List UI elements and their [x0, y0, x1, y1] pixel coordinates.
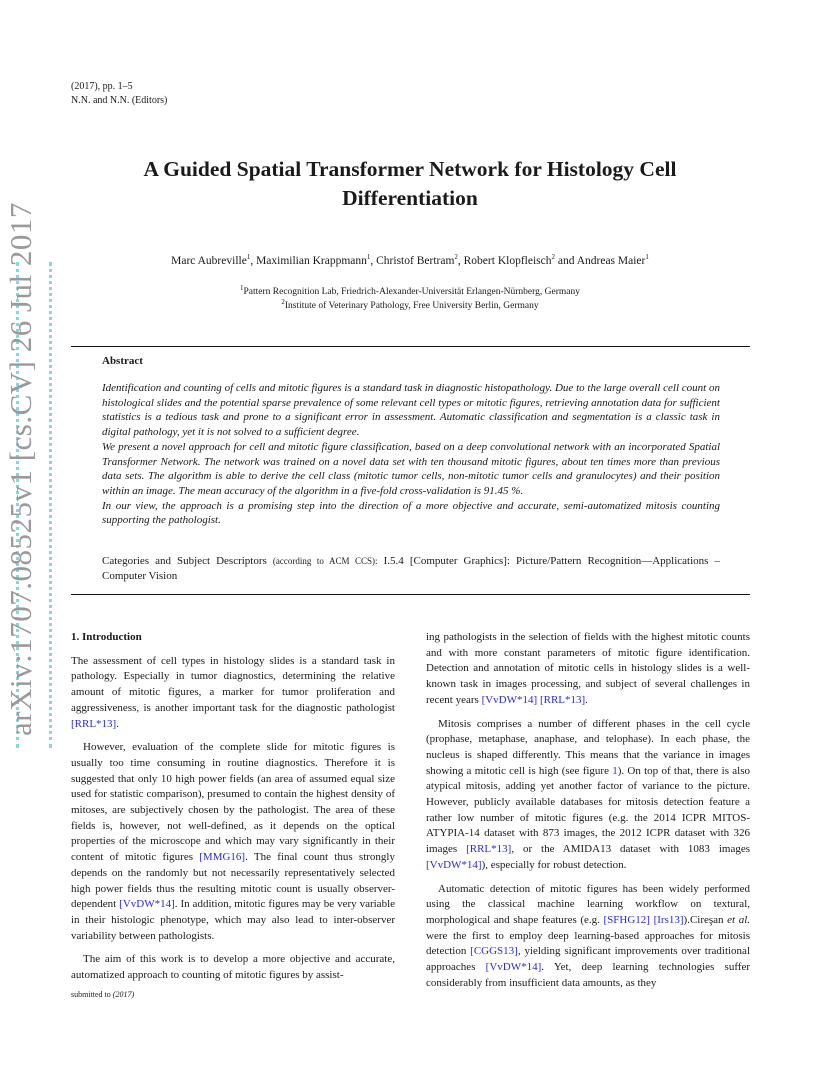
author-affil-mark: 2 [551, 253, 555, 262]
footer-submitted [71, 990, 134, 999]
categories-descriptors [102, 554, 720, 584]
title-line-2: Differentiation [342, 186, 478, 210]
header-line-editors: N.N. and N.N. (Editors) [71, 95, 168, 106]
citation-link[interactable]: [CGGS13] [470, 945, 518, 958]
categories-scheme: (according to ACM CCS): [272, 556, 378, 566]
author-affil-mark: 1 [366, 253, 371, 262]
abstract-body [102, 381, 720, 528]
author-list: Marc Aubreville$^1$, Maximilian Krappmann$^1$, Christof Bertram$^2$, Robert Klopfleisch$^2$ and Andreas Maier$^1$ [171, 253, 649, 267]
author-affil-mark: 2 [454, 253, 458, 262]
footer-label: submitted to [71, 990, 113, 999]
citation-link[interactable]: [MMG16] [199, 851, 246, 864]
body-paragraph: Automatic detection of mitotic figures has been widely performed using the classical machine learning workflow on textural, morphological and shape features (e.g. [SFHG12] [Irs13]).Cireşan et al. were the first to employ deep learning-based approaches for mitosis detection [CGGS13], yielding significant improvements over traditional approaches [VvDW*14]. Yet, deep learning technologies suffer considerably from insufficient data amounts, as they [426, 882, 751, 989]
abstract-heading: Abstract [102, 355, 143, 367]
paper-title [60, 155, 760, 213]
author-name: Maximilian Krappmann [256, 255, 367, 267]
affiliation-2: $^2$Institute of Veterinary Pathology, Free University Berlin, Germany [281, 297, 539, 311]
body-paragraph: The aim of this work is to develop a more objective and accurate, automatized approach to counting of mitotic figures by assist- [71, 953, 395, 982]
author-affil-mark: 1 [645, 253, 649, 262]
right-column [426, 630, 750, 999]
citation-link[interactable]: [VvDW*14] [426, 858, 482, 871]
abstract-paragraph: We present a novel approach for cell and mitotic figure classification, based on a deep convolutional network with an incorporated Spatial Transformer Network. The network was trained on a novel data set with ten thousand mitotic figures, about ten times more than previous data sets. The algorithm is able to derive the cell class (mitotic tumor cells, non-mitotic tumor cells and granulocytes) and their position within an image. The mean accuracy of the algorithm in a five-fold cross-validation is 91.45 %. [102, 440, 720, 497]
abstract-top-rule [71, 346, 750, 347]
body-paragraph: Mitosis comprises a number of different phases in the cell cycle (prophase, metaphase, anaphase, and telophase). In each phase, the nucleus is shaped differently. This means that the variance in images showing a mitotic cell is high (see figure 1). On top of that, there is also atypical mitosis, adding yet another factor of variance to the picture. However, publicly available databases for mitosis detection feature a rather low number of mitotic figures (e.g. the 2014 ICPR MITOS-ATYPIA-14 dataset with 873 images, the 2012 ICPR dataset with 326 images [RRL*13], or the AMIDA13 dataset with 1083 images [VvDW*14]), especially for robust detection. [426, 717, 750, 871]
body-paragraph: However, evaluation of the complete slide for mitotic figures is usually too time consuming in routine diagnostics. Therefore it is suggested that only 10 high power fields (an area of assumed equal size used for statistic comparison), presumed to contain the highest density of mitoses, are subjectively chosen by the pathologist. The area of these fields is, however, not well-defined, as it depends on the optical properties of the microscope and which may vary significantly in their content of mitotic figures [MMG16]. The final count thus strongly depends on the randomly but not necessarily representatively selected high power fields thus the resulting mitotic count is usually observer-dependent [VvDW*14]. In addition, mitotic figures may be very variable in their histologic phenotype, which may also lead to inter-observer variability between pathologists. [71, 741, 396, 942]
author-name: Andreas Maier [576, 255, 646, 267]
author-affil-mark: 1 [246, 253, 251, 262]
categories-label: Categories and Subject Descriptors [102, 555, 267, 567]
citation-link[interactable]: [SFHG12] [603, 913, 650, 926]
citation-link[interactable]: [RRL*13] [539, 693, 586, 706]
author-name: Marc Aubreville [171, 255, 247, 267]
affiliations [60, 285, 760, 313]
header-line-pages: (2017), pp. 1–5 [71, 81, 133, 92]
citation-link[interactable]: [VvDW*14] [481, 693, 538, 706]
author-name: Christof Bertram [376, 255, 455, 267]
categories-text: I.5.4 [Computer Graphics]: Picture/Pattern Recognition—Applications – Computer Vision [102, 555, 721, 582]
citation-link[interactable]: [Irs13] [653, 913, 684, 926]
abstract-bottom-rule [71, 594, 750, 595]
arxiv-identifier: arXiv:1707.08525v1 [cs.CV] 26 Jul 2017 [3, 202, 38, 736]
title-line-1: A Guided Spatial Transformer Network for Histology Cell [143, 157, 677, 181]
citation-link[interactable]: [VvDW*14] [485, 961, 542, 974]
citation-link[interactable]: [RRL*13] [71, 717, 117, 730]
affiliation-1: $^1$Pattern Recognition Lab, Friedrich-Alexander-Universität Erlangen-Nürnberg, Germany [239, 283, 580, 297]
abstract-paragraph: Identification and counting of cells and mitotic figures is a standard task in diagnostic histopathology. Due to the large overall cell count on histological slides and the potential sparse prevalence of some relevant cell types or mitotic figures, retrieving annotation data for sufficient statistics is a tedious task and prone to a significant error in assessment. Automatic classification and segmentation is a classic task in digital pathology, yet it is not solved to a sufficient degree. [102, 382, 720, 439]
citation-link[interactable]: [RRL*13] [466, 843, 512, 856]
figure-reference-link[interactable]: 1 [612, 764, 618, 777]
author-name: Robert Klopfleisch [463, 255, 552, 267]
section-heading-introduction: 1. Introduction [71, 631, 142, 643]
footer-year: (2017) [112, 990, 135, 999]
citation-link[interactable]: [VvDW*14] [119, 898, 175, 911]
journal-header [71, 80, 167, 108]
body-paragraph: ing pathologists in the selection of fields with the highest mitotic counts and with more constant parameters of mitotic figure identification. Detection and annotation of mitotic cells in histology slides is a well-known task in images processing, and subject of several challenges in recent years [VvDW*14] [RRL*13]. [426, 631, 750, 706]
abstract-paragraph: In our view, the approach is a promising step into the direction of a more objective and accurate, semi-automatized mitosis counting supporting the pathologist. [102, 499, 720, 527]
body-paragraph: The assessment of cell types in histology slides is a standard task in pathology. Especially in tumor diagnostics, determining the relative amount of mitotic figures, a marker for tumor proliferation and aggressiveness, is another important task for the diagnostic pathologist [RRL*13]. [71, 654, 395, 730]
left-column [71, 630, 395, 992]
